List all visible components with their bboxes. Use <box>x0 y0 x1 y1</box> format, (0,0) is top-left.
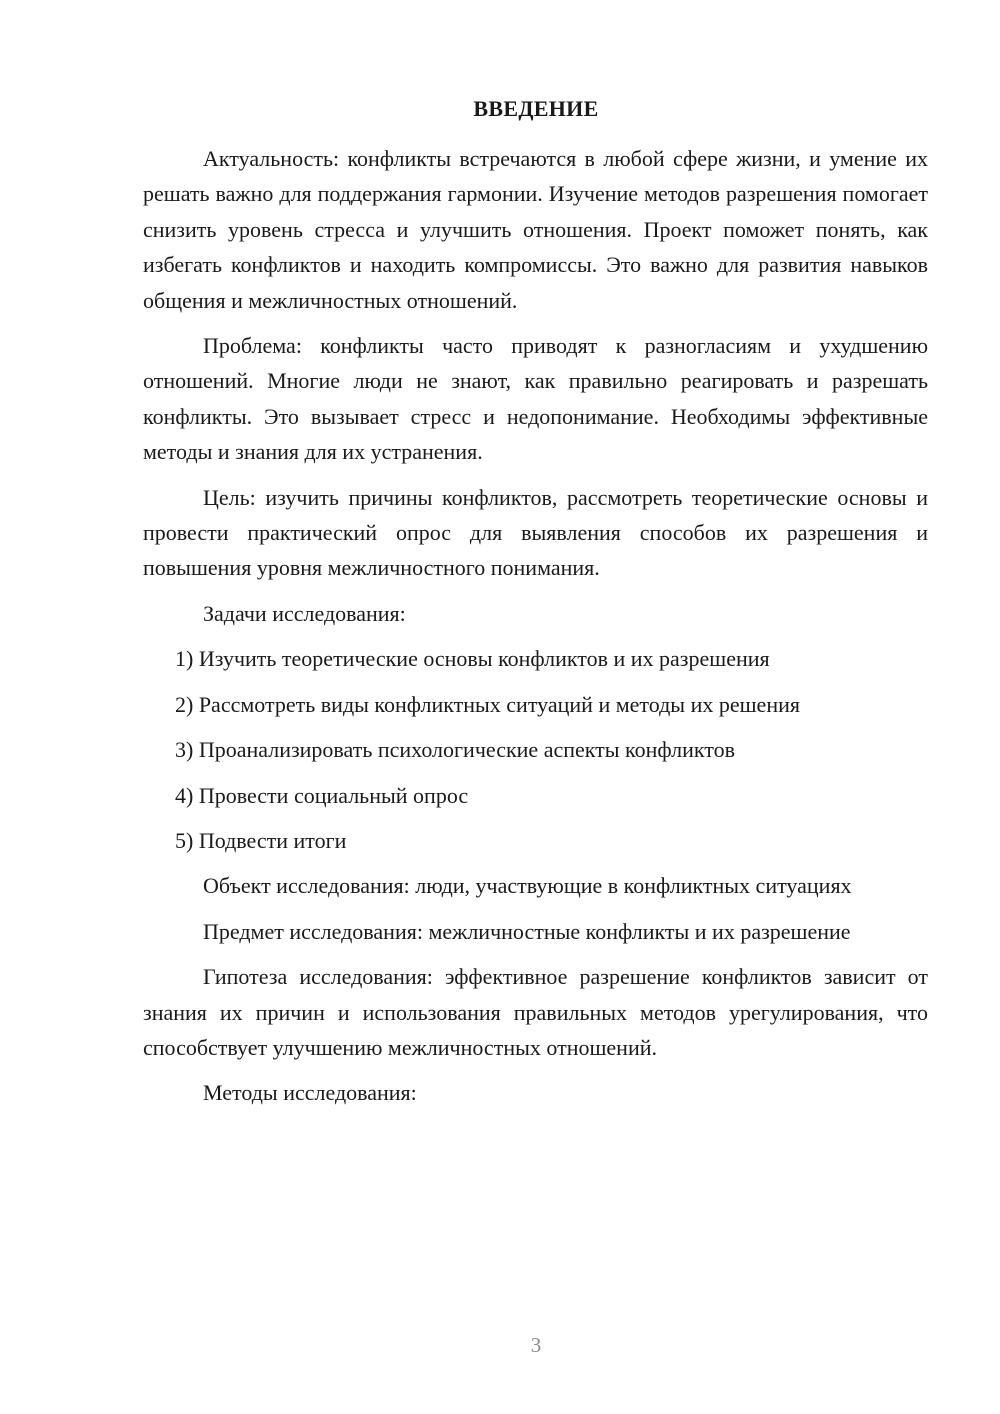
list-item: 5) Подвести итоги <box>175 827 347 853</box>
methods-heading: Методы исследования: <box>203 1080 417 1106</box>
tasks-heading: Задачи исследования: <box>203 600 406 626</box>
relevance-paragraph: Актуальность: конфликты встречаются в любой сфере жизни, и умение их решать важно для поддержания гармонии. Изучение методов разрешения помогает снизить уровень стресса и улучшить отношения. Проект поможет понять, как избегать конфликтов и находить компромиссы. Это важно для развития навыков общения и межличностных отношений. <box>143 146 928 313</box>
list-item: 4) Провести социальный опрос <box>175 782 469 808</box>
tasks-list <box>143 641 928 858</box>
page-number: 3 <box>530 1333 542 1357</box>
problem-paragraph: Проблема: конфликты часто приводят к разногласиям и ухудшению отношений. Многие люди не знают, как правильно реагировать и разрешать конфликты. Это вызывает стресс и недопонимание. Необходимы эффективные методы и знания для их устранения. <box>143 333 928 465</box>
list-item: 3) Проанализировать психологические аспекты конфликтов <box>175 737 735 763</box>
object-paragraph: Объект исследования: люди, участвующие в конфликтных ситуациях <box>203 873 852 899</box>
page-title: ВВЕДЕНИЕ <box>473 96 599 121</box>
goal-paragraph: Цель: изучить причины конфликтов, рассмотреть теоретические основы и провести практический опрос для выявления способов их разрешения и повышения уровня межличностного понимания. <box>143 484 928 581</box>
hypothesis-paragraph: Гипотеза исследования: эффективное разрешение конфликтов зависит от знания их причин и использования правильных методов урегулирования, что способствует улучшению межличностных отношений. <box>143 964 928 1060</box>
list-item: 1) Изучить теоретические основы конфликтов и их разрешения <box>175 646 770 672</box>
subject-paragraph: Предмет исследования: межличностные конфликты и их разрешение <box>203 918 851 944</box>
document-body <box>143 141 928 1121</box>
list-item: 2) Рассмотреть виды конфликтных ситуаций и методы их решения <box>175 691 800 717</box>
